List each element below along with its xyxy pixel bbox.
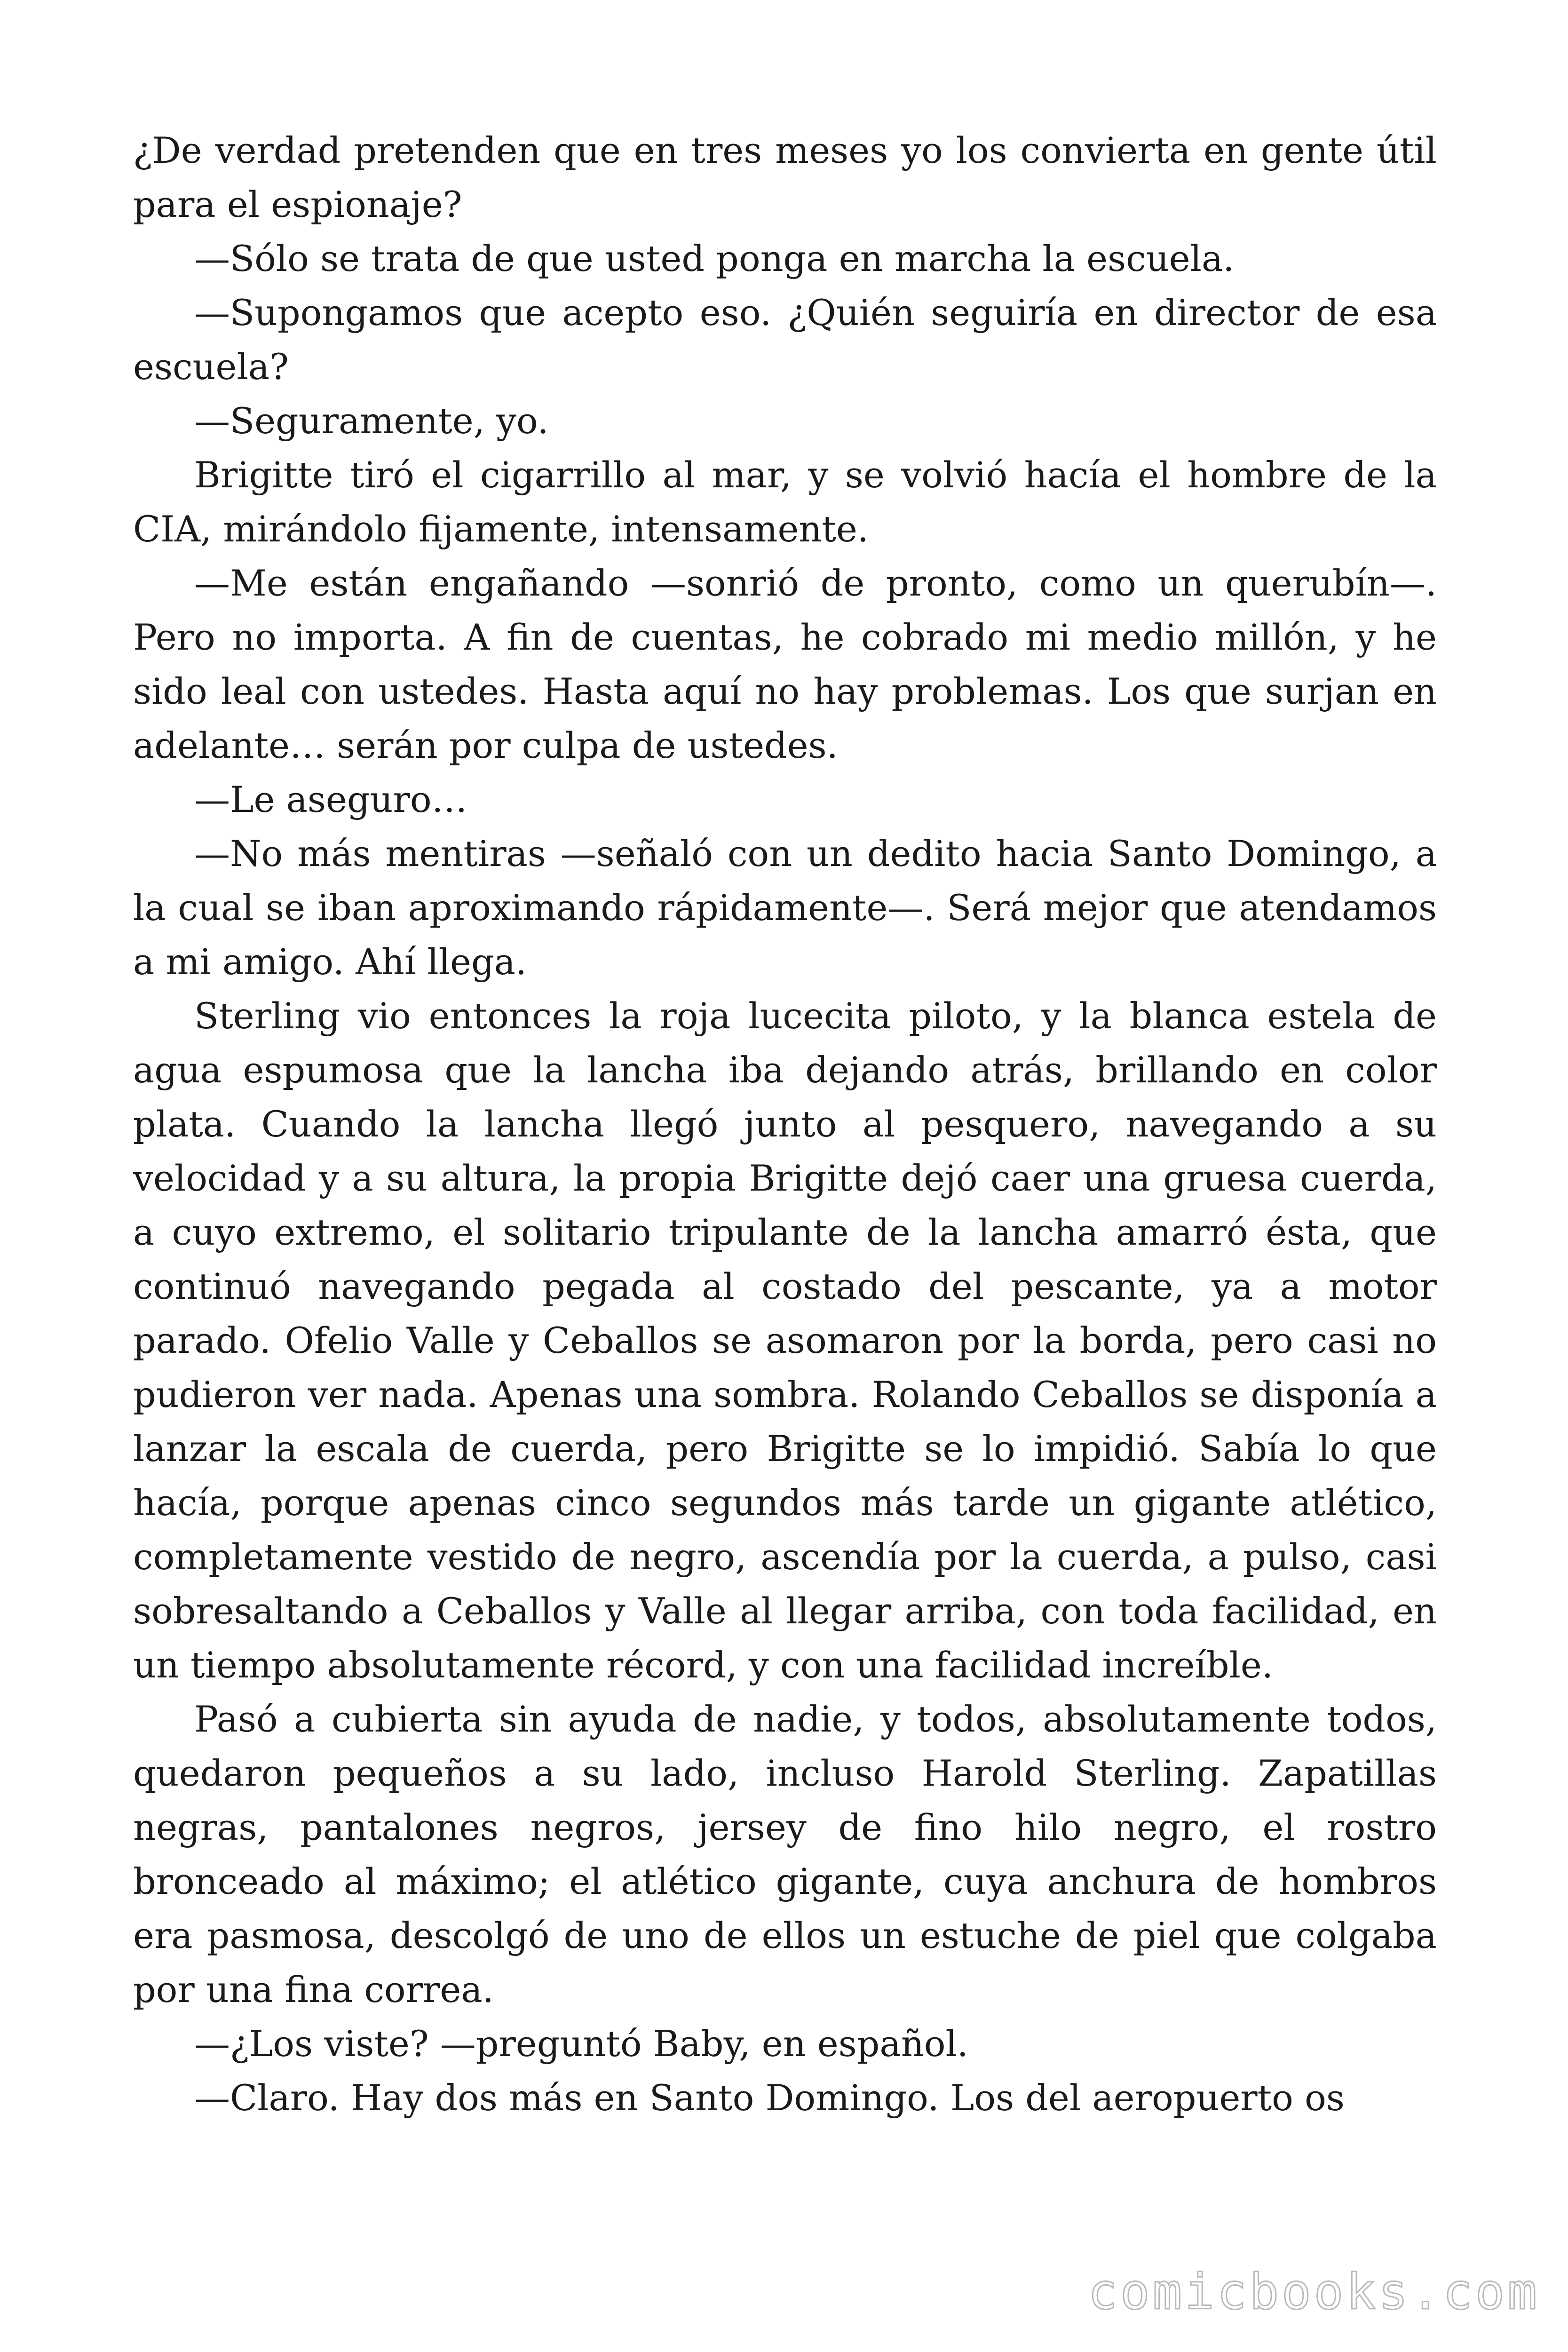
body-text — [133, 123, 1437, 2125]
paragraph: Pasó a cubierta sin ayuda de nadie, y todos, absolutamente todos, quedaron pequeños a su lado, incluso Harold Sterling. Zapatillas negras, pantalones negros, jersey de fino hilo negro, el rostro bronceado al máximo; el atlético gigante, cuya anchura de hombros era pasmosa, descolgó de uno de ellos un estuche de piel que colgaba por una fina correa. — [133, 1698, 1437, 2010]
paragraph: Sterling vio entonces la roja lucecita piloto, y la blanca estela de agua espumosa que la lancha iba dejando atrás, brillando en color plata. Cuando la lancha llegó junto al pesquero, navegando a su velocidad y a su altura, la propia Brigitte dejó caer una gruesa cuerda, a cuyo extremo, el solitario tripulante de la lancha amarró ésta, que continuó navegando pegada al costado del pescante, ya a motor parado. Ofelio Valle y Ceballos se asomaron por la borda, pero casi no pudieron ver nada. Apenas una sombra. Rolando Ceballos se disponía a lanzar la escala de cuerda, pero Brigitte se lo impidió. Sabía lo que hacía, porque apenas cinco segundos más tarde un gigante atlético, completamente vestido de negro, ascendía por la cuerda, a pulso, casi sobresaltando a Ceballos y Valle al llegar arriba, con toda facilidad, en un tiempo absolutamente récord, y con una facilidad increíble. — [133, 995, 1437, 1686]
paragraph-continuation: ¿De verdad pretenden que en tres meses yo los convierta en gente útil para el espionaje? — [133, 129, 1437, 225]
watermark-logo: comicbooks.com — [1088, 2263, 1540, 2320]
paragraph: —No más mentiras —señaló con un dedito hacia Santo Domingo, a la cual se iban aproximando rápidamente—. Será mejor que atendamos a mi amigo. Ahí llega. — [133, 833, 1437, 983]
paragraph: —Supongamos que acepto eso. ¿Quién seguiría en director de esa escuela? — [133, 292, 1437, 388]
paragraph: —Le aseguro… — [194, 779, 467, 820]
paragraph: —Claro. Hay dos más en Santo Domingo. Los del aeropuerto os — [194, 2077, 1345, 2119]
paragraph: —¿Los viste? —preguntó Baby, en español. — [194, 2023, 968, 2065]
paragraph: —Seguramente, yo. — [194, 400, 549, 442]
paragraph: —Me están engañando —sonrió de pronto, como un querubín—. Pero no importa. A fin de cuentas, he cobrado mi medio millón, y he sido leal con ustedes. Hasta aquí no hay problemas. Los que surjan en adelante… serán por culpa de ustedes. — [133, 562, 1437, 766]
paragraph: Brigitte tiró el cigarrillo al mar, y se volvió hacía el hombre de la CIA, mirándolo fijamente, intensamente. — [133, 454, 1437, 550]
paragraph: —Sólo se trata de que usted ponga en marcha la escuela. — [194, 238, 1235, 279]
